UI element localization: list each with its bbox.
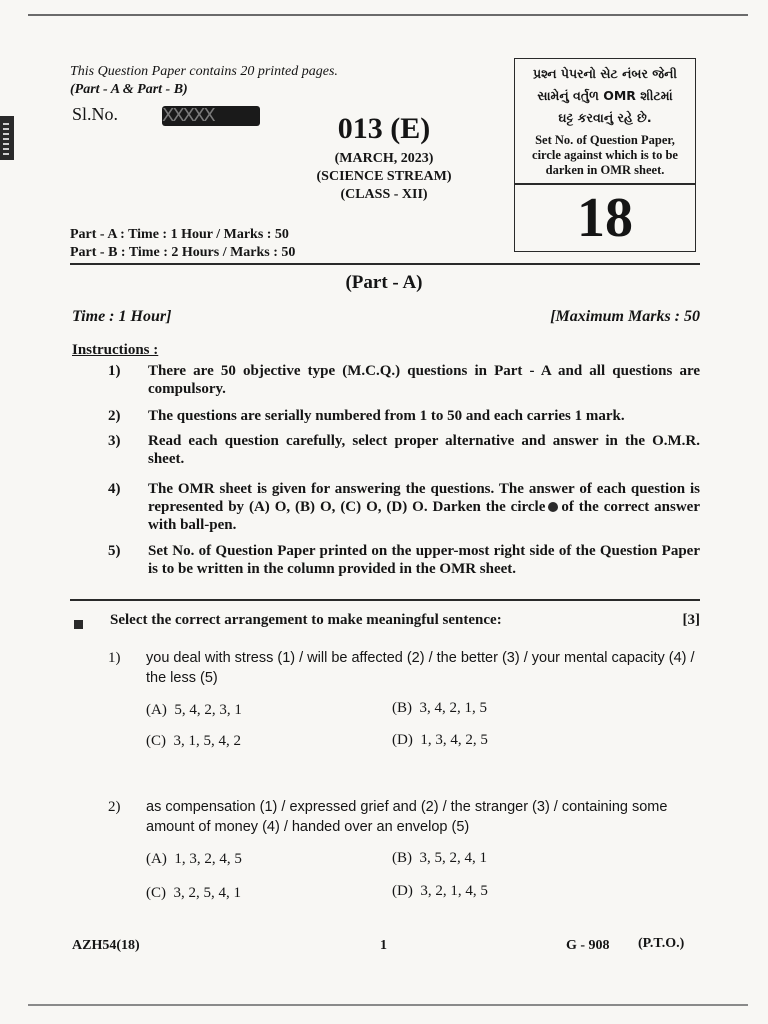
part-b-time: Part - B : Time : 2 Hours / Marks : 50 bbox=[70, 245, 296, 260]
footer-paper-code: G - 908 bbox=[566, 938, 610, 953]
section-marks: [3] bbox=[682, 612, 700, 628]
set-number-box bbox=[514, 58, 696, 252]
part-max-marks: [Maximum Marks : 50 bbox=[550, 308, 700, 325]
part-time: Time : 1 Hour] bbox=[72, 308, 172, 325]
paper-code: 013 (E) bbox=[337, 112, 431, 145]
instruction-item: 5) Set No. of Question Paper printed on the upper-most right side of the Question Paper is to be written in the column provided in the OMR sheet. bbox=[108, 543, 700, 577]
exam-class: (CLASS - XII) bbox=[340, 187, 428, 202]
set-box-gujarati-text: પ્રશ્ન પેપરનો સેટ નંબર જેની સામેનું વર્તુળ OMR શીટમાં ઘટ્ટ કરવાનું રહે છે. bbox=[533, 66, 677, 125]
option-b: (B) 3, 5, 2, 4, 1 bbox=[392, 850, 487, 866]
set-box-english-text: Set No. of Question Paper, circle against which is to be darken in OMR sheet. bbox=[532, 133, 678, 177]
footer-code: AZH54(18) bbox=[72, 938, 140, 953]
question-1: 1) you deal with stress (1) / will be affected (2) / the better (3) / your mental capacity (4) / the less (5) bbox=[108, 650, 695, 686]
instruction-item: 3) Read each question carefully, select proper alternative and answer in the O.M.R. sheet. bbox=[108, 433, 700, 467]
filled-circle-icon bbox=[548, 502, 558, 512]
serial-number-label: Sl.No. bbox=[72, 104, 119, 124]
binding-mark bbox=[0, 116, 14, 160]
top-rule bbox=[28, 14, 748, 16]
option-a: (A) 1, 3, 2, 4, 5 bbox=[146, 851, 242, 867]
instruction-item: 2) The questions are serially numbered from 1 to 50 and each carries 1 mark. bbox=[108, 408, 625, 424]
question-2: 2) as compensation (1) / expressed grief and (2) / the stranger (3) / containing some amount of money (4) / handed over an envelop (5) bbox=[108, 799, 668, 835]
parts-note: (Part - A & Part - B) bbox=[70, 82, 188, 97]
option-c: (C) 3, 1, 5, 4, 2 bbox=[146, 733, 241, 749]
instructions-heading: Instructions : bbox=[72, 342, 159, 358]
exam-session: (MARCH, 2023) bbox=[334, 151, 434, 166]
section-heading: Select the correct arrangement to make meaningful sentence: bbox=[110, 612, 502, 628]
bottom-rule bbox=[28, 1004, 748, 1006]
header-divider bbox=[70, 263, 700, 265]
set-number: 18 bbox=[577, 187, 633, 249]
option-d: (D) 1, 3, 4, 2, 5 bbox=[392, 732, 488, 748]
part-title: (Part - A) bbox=[345, 272, 423, 293]
page-number: 1 bbox=[380, 938, 387, 953]
exam-stream: (SCIENCE STREAM) bbox=[316, 169, 452, 184]
option-d: (D) 3, 2, 1, 4, 5 bbox=[392, 883, 488, 899]
section-divider bbox=[70, 599, 700, 601]
square-bullet-icon bbox=[74, 620, 83, 629]
instruction-item: 1) There are 50 objective type (M.C.Q.) questions in Part - A and all questions are compulsory. bbox=[108, 363, 700, 397]
option-b: (B) 3, 4, 2, 1, 5 bbox=[392, 700, 487, 716]
set-box-divider bbox=[515, 183, 695, 185]
instruction-item: 4) The OMR sheet is given for answering the questions. The answer of each question is represented by (A) O, (B) O, (C) O, (D) O. Darken the circle of the correct answer with ball-pen. bbox=[108, 481, 700, 533]
option-a: (A) 5, 4, 2, 3, 1 bbox=[146, 702, 242, 718]
pages-note: This Question Paper contains 20 printed pages. bbox=[70, 64, 338, 79]
part-a-time: Part - A : Time : 1 Hour / Marks : 50 bbox=[70, 227, 289, 242]
option-c: (C) 3, 2, 5, 4, 1 bbox=[146, 885, 241, 901]
please-turn-over: (P.T.O.) bbox=[638, 936, 685, 951]
redaction-marks: XXXXX bbox=[162, 105, 214, 126]
